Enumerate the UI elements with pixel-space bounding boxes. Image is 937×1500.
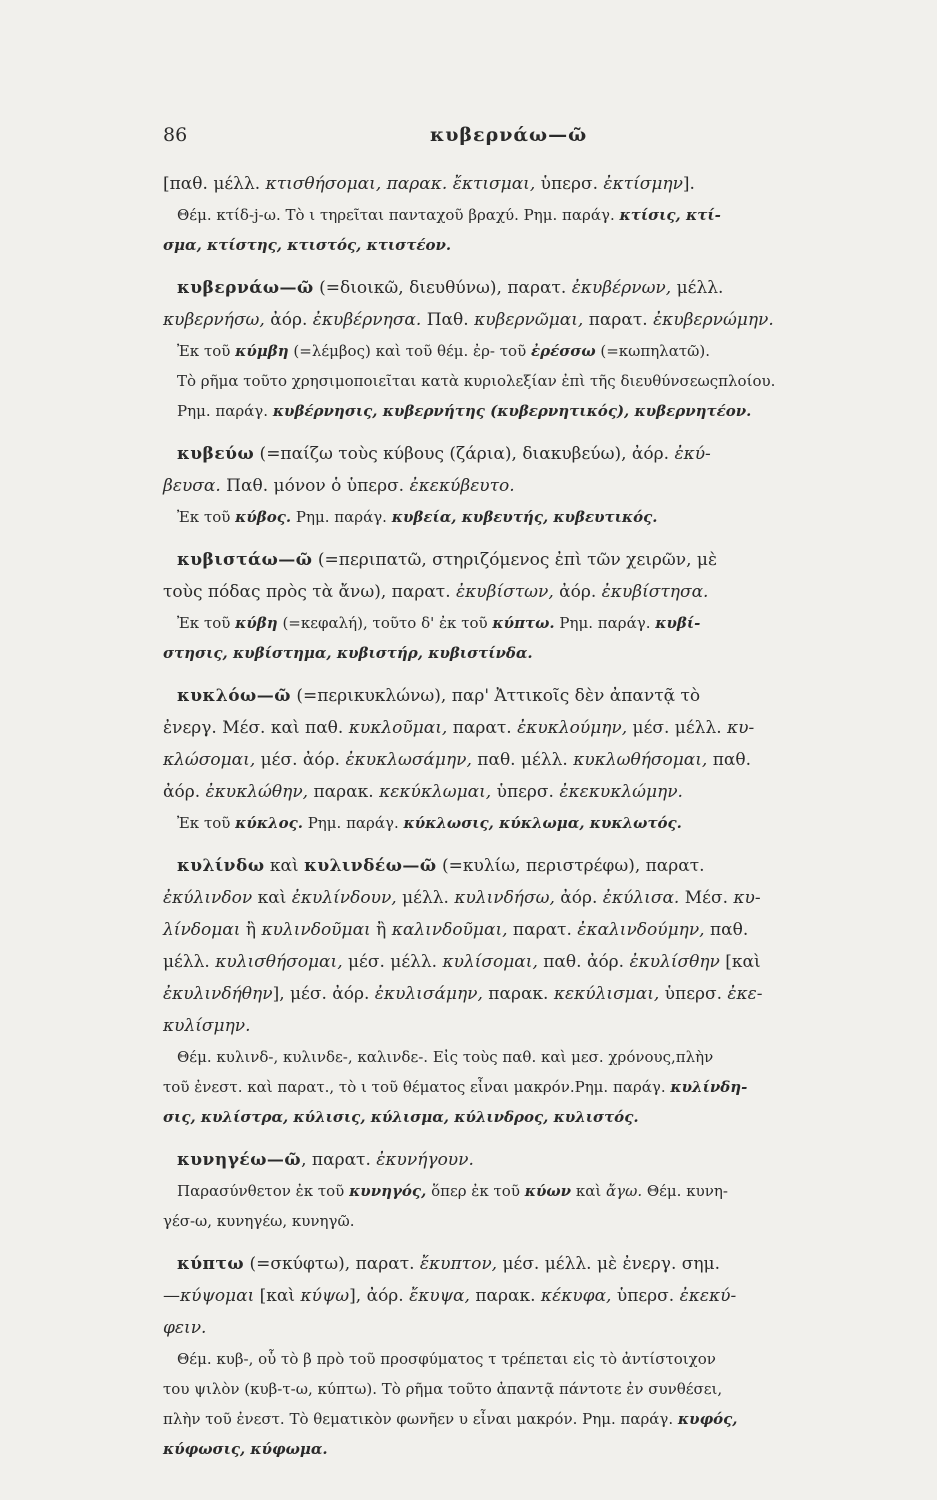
text-segment: κυ- bbox=[727, 718, 755, 738]
text-segment: (=περιπατῶ, στηριζόμενος ἐπὶ τῶν χειρῶν, μὲ bbox=[312, 550, 718, 570]
text-line bbox=[163, 1206, 898, 1236]
text-segment: Ρημ. παράγ. bbox=[291, 508, 392, 526]
text-line bbox=[163, 396, 898, 426]
text-segment: Ἐκ τοῦ bbox=[177, 614, 236, 632]
text-segment: κυφός, bbox=[677, 1410, 738, 1428]
text-line bbox=[163, 1280, 898, 1312]
text-segment: κεκύλισμαι, bbox=[553, 984, 660, 1004]
text-segment: ἐκεκύ- bbox=[679, 1286, 737, 1306]
text-segment: κυκλοῦμαι, bbox=[348, 718, 448, 738]
text-line bbox=[163, 744, 898, 776]
text-line bbox=[163, 712, 898, 744]
text-segment: καὶ bbox=[252, 888, 292, 908]
text-segment: παρακ. bbox=[482, 984, 554, 1004]
text-segment: κυβεία, κυβευτής, κυβευτικός. bbox=[391, 508, 658, 526]
text-segment: (=κεφαλή), τοῦτο δ' ἐκ τοῦ bbox=[277, 614, 493, 632]
text-segment: παθ. bbox=[704, 920, 749, 940]
text-segment: ἐκεκυκλώμην. bbox=[559, 782, 683, 802]
text-segment: καὶ bbox=[571, 1182, 606, 1200]
text-segment: στησις, κυβίστημα, κυβιστήρ, κυβιστίνδα. bbox=[163, 644, 533, 662]
text-line bbox=[163, 776, 898, 808]
text-segment: ἐκυκλώθην, bbox=[205, 782, 309, 802]
text-segment: ἐκυλισάμην, bbox=[374, 984, 483, 1004]
text-line bbox=[163, 336, 898, 366]
text-segment: [καὶ bbox=[254, 1286, 301, 1306]
text-line bbox=[163, 366, 898, 396]
text-segment: μέσ. μέλλ. μὲ ἐνεργ. σημ. bbox=[497, 1254, 720, 1274]
text-line bbox=[163, 576, 898, 608]
text-segment: παρατ. bbox=[583, 310, 654, 330]
text-segment: καλινδοῦμαι, bbox=[391, 920, 508, 940]
text-segment: Παθ. bbox=[421, 310, 475, 330]
text-segment: κτίσις, κτί- bbox=[619, 206, 721, 224]
text-segment: καὶ bbox=[264, 856, 305, 876]
page-number: 86 bbox=[163, 124, 188, 146]
text-segment: κυβερνῶμαι, bbox=[474, 310, 584, 330]
text-line bbox=[163, 502, 898, 532]
text-line bbox=[163, 1404, 898, 1434]
text-segment: κύψω bbox=[300, 1286, 350, 1306]
text-segment: μέσ. ἀόρ. bbox=[255, 750, 346, 770]
text-segment: ὑπερσ. bbox=[535, 174, 604, 194]
text-segment: Ἐκ τοῦ bbox=[177, 814, 236, 832]
text-line bbox=[163, 680, 898, 712]
text-line bbox=[163, 1434, 898, 1464]
text-segment: παρακ. bbox=[469, 1286, 541, 1306]
text-segment: ἐκυκλωσάμην, bbox=[345, 750, 472, 770]
text-segment: ἐκυλίσθην bbox=[629, 952, 720, 972]
text-line bbox=[163, 1010, 898, 1042]
text-segment: κύπτω. bbox=[492, 614, 555, 632]
page-header bbox=[0, 124, 937, 154]
text-segment: ὑπερσ. bbox=[659, 984, 728, 1004]
text-segment: (=σκύφτω), παρατ. bbox=[244, 1254, 420, 1274]
text-segment: κυλινδήσω, bbox=[454, 888, 555, 908]
text-line bbox=[163, 1144, 898, 1176]
text-segment: παρακ. bbox=[308, 782, 380, 802]
text-segment: ἢ bbox=[370, 920, 392, 940]
text-line bbox=[163, 438, 898, 470]
text-segment: Ρημ. παράγ. bbox=[302, 814, 404, 832]
text-segment: Ἐκ τοῦ bbox=[177, 342, 236, 360]
text-segment: κυβί- bbox=[655, 614, 701, 632]
text-segment: ], μέσ. ἀόρ. bbox=[272, 984, 375, 1004]
text-segment: κυλισθήσομαι, bbox=[215, 952, 343, 972]
text-segment: ἀόρ. bbox=[264, 310, 313, 330]
text-line bbox=[163, 200, 898, 230]
text-segment: Θέμ. κυνη- bbox=[642, 1182, 728, 1200]
text-segment: ἐκυνήγουν. bbox=[376, 1150, 474, 1170]
text-segment: ἐκε- bbox=[727, 984, 763, 1004]
text-line bbox=[163, 1102, 898, 1132]
text-segment: ἐκυβέρνησα. bbox=[312, 310, 422, 330]
text-segment: μέσ. μέλλ. bbox=[627, 718, 728, 738]
text-segment: (=κωπηλατῶ). bbox=[595, 342, 711, 360]
text-segment: ἢ bbox=[240, 920, 262, 940]
text-segment: (=διοικῶ, διευθύνω), παρατ. bbox=[313, 278, 572, 298]
text-segment: παθ. bbox=[707, 750, 752, 770]
running-head: κυβερνάω—ῶ bbox=[430, 124, 588, 146]
text-segment: κυβέρνησις, κυβερνήτης (κυβερνητικός), κυβερνητέον. bbox=[272, 402, 752, 420]
text-segment: κυ- bbox=[733, 888, 761, 908]
text-line bbox=[163, 1312, 898, 1344]
text-segment: ἐκυβέρνων, bbox=[571, 278, 672, 298]
text-segment: παθ. ἀόρ. bbox=[537, 952, 630, 972]
text-line bbox=[163, 304, 898, 336]
headword: κυνηγέω—ῶ bbox=[177, 1150, 302, 1170]
text-segment: κύμβη bbox=[235, 342, 289, 360]
text-segment: ὅπερ ἐκ τοῦ bbox=[426, 1182, 525, 1200]
text-line bbox=[163, 978, 898, 1010]
text-line bbox=[163, 1176, 898, 1206]
text-segment: ἀόρ. bbox=[554, 888, 603, 908]
text-segment: ἐκτίσμην bbox=[603, 174, 683, 194]
text-segment: ], ἀόρ. bbox=[349, 1286, 410, 1306]
text-segment: κύκλωσις, κύκλωμα, κυκλωτός. bbox=[403, 814, 682, 832]
headword: κυβιστάω—ῶ bbox=[177, 550, 313, 570]
text-line bbox=[163, 1072, 898, 1102]
text-line bbox=[163, 882, 898, 914]
text-line bbox=[163, 850, 898, 882]
text-segment: κλώσομαι, bbox=[163, 750, 256, 770]
text-segment: μέλλ. bbox=[671, 278, 724, 298]
text-segment: παρατ. bbox=[447, 718, 518, 738]
text-segment: Παρασύνθετον ἐκ τοῦ bbox=[177, 1182, 350, 1200]
text-segment: ἄγω. bbox=[606, 1182, 643, 1200]
text-segment: κεκύκλωμαι, bbox=[379, 782, 492, 802]
text-segment: ἐκυλινδήθην bbox=[163, 984, 273, 1004]
text-segment: βευσα. bbox=[163, 476, 221, 496]
text-line bbox=[163, 808, 898, 838]
text-line bbox=[163, 230, 898, 260]
text-segment: ἐκαλινδούμην, bbox=[577, 920, 705, 940]
text-line bbox=[163, 168, 898, 200]
text-segment: ἔκυπτον, bbox=[419, 1254, 498, 1274]
text-segment: ἀόρ. bbox=[163, 782, 206, 802]
text-segment: μέσ. μέλλ. bbox=[342, 952, 443, 972]
text-segment: σμα, κτίστης, κτιστός, κτιστέον. bbox=[163, 236, 452, 254]
text-line bbox=[163, 272, 898, 304]
headword: κυλίνδω bbox=[177, 856, 265, 876]
text-segment: κύβη bbox=[235, 614, 278, 632]
text-segment: γέσ-ω, κυνηγέω, κυνηγῶ. bbox=[163, 1212, 355, 1230]
text-segment: μέλλ. bbox=[163, 952, 216, 972]
text-segment: — bbox=[163, 1286, 180, 1306]
text-segment: μέλλ. bbox=[396, 888, 455, 908]
text-segment: κτισθήσομαι, παρακ. ἔκτισμαι, bbox=[265, 174, 536, 194]
text-segment: κυλίνδη- bbox=[670, 1078, 748, 1096]
text-line bbox=[163, 1344, 898, 1374]
text-segment: κύκλος. bbox=[235, 814, 303, 832]
text-segment: ἐρέσσω bbox=[530, 342, 596, 360]
text-segment: κυλίσμην. bbox=[163, 1016, 251, 1036]
text-segment: , παρατ. bbox=[301, 1150, 377, 1170]
text-segment: κυβερνήσω, bbox=[163, 310, 265, 330]
text-segment: Ρημ. παράγ. bbox=[177, 402, 273, 420]
text-segment: ἐνεργ. Μέσ. καὶ παθ. bbox=[163, 718, 349, 738]
text-segment: [καὶ bbox=[719, 952, 761, 972]
text-segment: τοῦ ἐνεστ. καὶ παρατ., τὸ ι τοῦ θέματος εἶναι μακρόν.Ρημ. παράγ. bbox=[163, 1078, 671, 1096]
text-segment: ἐκυκλούμην, bbox=[517, 718, 628, 738]
text-segment: ἔκυψα, bbox=[409, 1286, 470, 1306]
text-segment: πλὴν τοῦ ἐνεστ. Τὸ θεματικὸν φωνῆεν υ εἶναι μακρόν. Ρημ. παράγ. bbox=[163, 1410, 678, 1428]
text-line bbox=[163, 608, 898, 638]
text-segment: Παθ. μόνον ὁ ὑπερσ. bbox=[220, 476, 410, 496]
text-line bbox=[163, 1042, 898, 1072]
text-segment: (=κυλίω, περιστρέφω), παρατ. bbox=[436, 856, 705, 876]
text-segment: Μέσ. bbox=[679, 888, 734, 908]
text-segment: Ἐκ τοῦ bbox=[177, 508, 236, 526]
headword: κυλινδέω—ῶ bbox=[304, 856, 437, 876]
text-segment: κυλίσομαι, bbox=[442, 952, 538, 972]
text-segment: Ρημ. παράγ. bbox=[554, 614, 656, 632]
text-segment: λίνδομαι bbox=[163, 920, 241, 940]
text-segment: ἐκυλίνδουν, bbox=[291, 888, 397, 908]
text-line bbox=[163, 1374, 898, 1404]
text-segment: ἐκυβίστησα. bbox=[601, 582, 709, 602]
headword: κυβεύω bbox=[177, 444, 255, 464]
text-segment: ὑπερσ. bbox=[611, 1286, 680, 1306]
text-segment: ]. bbox=[682, 174, 695, 194]
text-segment: Θέμ. κυλινδ-, κυλινδε-, καλινδε-. Εἰς τοὺς παθ. καὶ μεσ. χρόνους,πλὴν bbox=[177, 1048, 714, 1066]
text-segment: (=περικυκλώνω), παρ' Ἀττικοῖς δὲν ἀπαντᾷ τὸ bbox=[290, 686, 701, 706]
text-segment: κύων bbox=[524, 1182, 572, 1200]
text-line bbox=[163, 638, 898, 668]
text-line bbox=[163, 470, 898, 502]
text-segment: κυκλωθήσομαι, bbox=[573, 750, 708, 770]
text-segment: κύψομαι bbox=[180, 1286, 255, 1306]
text-segment: παρατ. bbox=[507, 920, 578, 940]
text-segment: φειν. bbox=[163, 1318, 207, 1338]
text-segment: τοὺς πόδας πρὸς τὰ ἄνω), παρατ. bbox=[163, 582, 457, 602]
text-segment: ἐκεκύβευτο. bbox=[409, 476, 515, 496]
text-segment: (=παίζω τοὺς κύβους (ζάρια), διακυβεύω), ἀόρ. bbox=[254, 444, 675, 464]
text-segment: (=λέμβος) καὶ τοῦ θέμ. ἐρ- τοῦ bbox=[288, 342, 531, 360]
text-segment: παθ. μέλλ. bbox=[471, 750, 574, 770]
text-line bbox=[163, 1248, 898, 1280]
text-segment: Θέμ. κυβ-, οὗ τὸ β πρὸ τοῦ προσφύματος τ τρέπεται εἰς τὸ ἀντίστοιχον bbox=[177, 1350, 716, 1368]
text-segment: ἐκύ- bbox=[674, 444, 711, 464]
text-line bbox=[163, 914, 898, 946]
dictionary-body bbox=[163, 168, 898, 1464]
text-segment: σις, κυλίστρα, κύλισις, κύλισμα, κύλινδρος, κυλιστός. bbox=[163, 1108, 639, 1126]
text-segment: ἀόρ. bbox=[553, 582, 602, 602]
text-segment: κυνηγός, bbox=[349, 1182, 427, 1200]
text-segment: ὑπερσ. bbox=[491, 782, 560, 802]
text-line bbox=[163, 544, 898, 576]
text-segment: του ψιλὸν (κυβ-τ-ω, κύπτω). Τὸ ρῆμα τοῦτο ἀπαντᾷ πάντοτε ἐν συνθέσει, bbox=[163, 1380, 723, 1398]
text-segment: κέκυφα, bbox=[540, 1286, 612, 1306]
text-segment: ἐκύλινδον bbox=[163, 888, 253, 908]
text-segment: Τὸ ρῆμα τοῦτο χρησιμοποιεῖται κατὰ κυριολεξίαν ἐπὶ τῆς διευθύνσεωςπλοίου. bbox=[177, 372, 776, 390]
text-line bbox=[163, 946, 898, 978]
text-segment: ἐκυβίστων, bbox=[456, 582, 554, 602]
text-segment: ἐκύλισα. bbox=[602, 888, 680, 908]
text-segment: ἐκυβερνώμην. bbox=[653, 310, 774, 330]
text-segment: [παθ. μέλλ. bbox=[163, 174, 266, 194]
headword: κυβερνάω—ῶ bbox=[177, 278, 314, 298]
text-segment: κύβος. bbox=[235, 508, 292, 526]
text-segment: κύφωσις, κύφωμα. bbox=[163, 1440, 328, 1458]
text-segment: κυλινδοῦμαι bbox=[261, 920, 371, 940]
headword: κύπτω bbox=[177, 1254, 245, 1274]
text-segment: Θέμ. κτίδ-j-ω. Τὸ ι τηρεῖται πανταχοῦ βραχύ. Ρημ. παράγ. bbox=[177, 206, 620, 224]
headword: κυκλόω—ῶ bbox=[177, 686, 291, 706]
